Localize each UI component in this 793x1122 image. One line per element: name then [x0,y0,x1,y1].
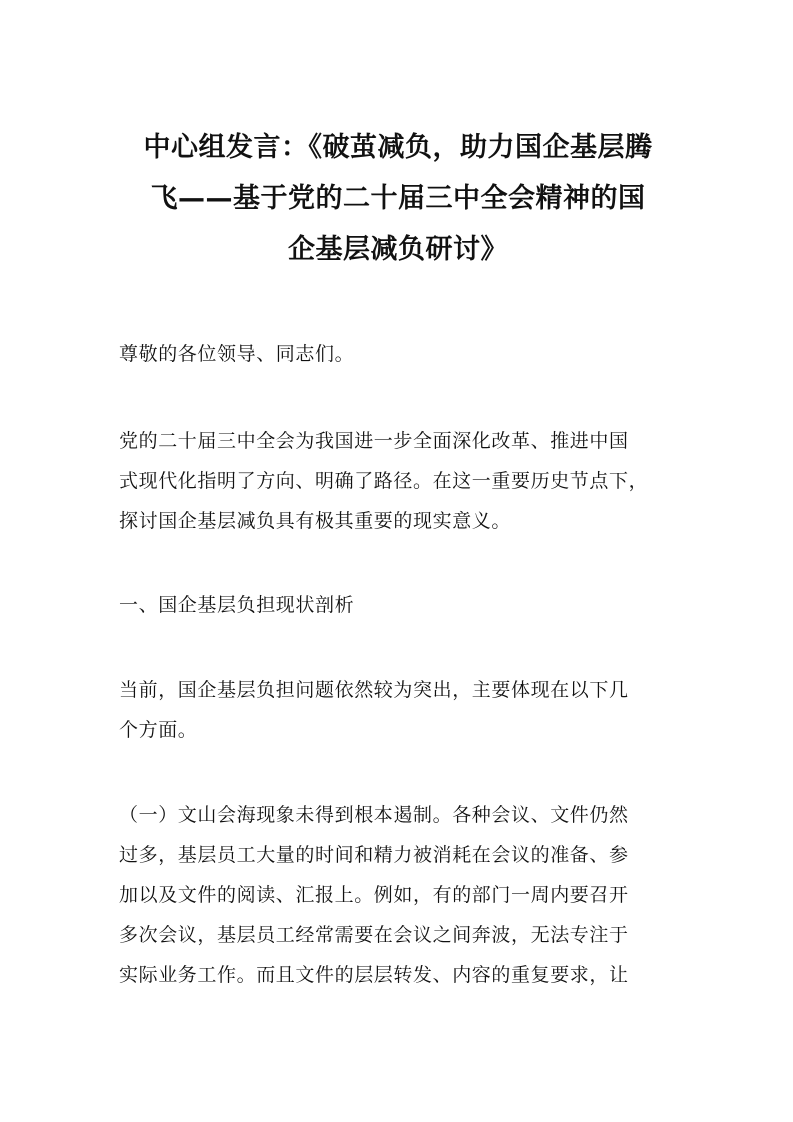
section-heading [119,585,679,625]
greeting-text: 尊敬的各位领导、同志们。 [119,343,355,365]
paragraph-line: 过多，基层员工大量的时间和精力被消耗在会议的准备、参 [119,844,629,866]
title-line: 企基层减负研讨》 [288,234,508,265]
paragraph-line: 个方面。 [119,719,198,741]
paragraph-line: 当前，国企基层负担问题依然较为突出，主要体现在以下几 [119,679,629,701]
paragraph-line: 加以及文件的阅读、汇报上。例如，有的部门一周内要召开 [119,884,629,906]
intro-paragraph [119,421,679,541]
point-paragraph [119,795,679,995]
document-title [118,122,678,275]
paragraph-line: 实际业务工作。而且文件的层层转发、内容的重复要求，让 [119,964,629,986]
greeting-paragraph [119,334,679,374]
section-heading-text: 一、国企基层负担现状剖析 [119,594,355,616]
title-line: 飞——基于党的二十届三中全会精神的国 [150,183,646,214]
section-intro-paragraph [119,670,679,750]
paragraph-line: 探讨国企基层减负具有极其重要的现实意义。 [119,510,512,532]
paragraph-line: 式现代化指明了方向、明确了路径。在这一重要历史节点下， [119,470,649,492]
paragraph-line: （一）文山会海现象未得到根本遏制。各种会议、文件仍然 [119,804,629,826]
title-line: 中心组发言：《破茧减负，助力国企基层腾 [143,132,653,163]
paragraph-line: 多次会议，基层员工经常需要在会议之间奔波，无法专注于 [119,924,629,946]
paragraph-line: 党的二十届三中全会为我国进一步全面深化改革、推进中国 [119,430,629,452]
